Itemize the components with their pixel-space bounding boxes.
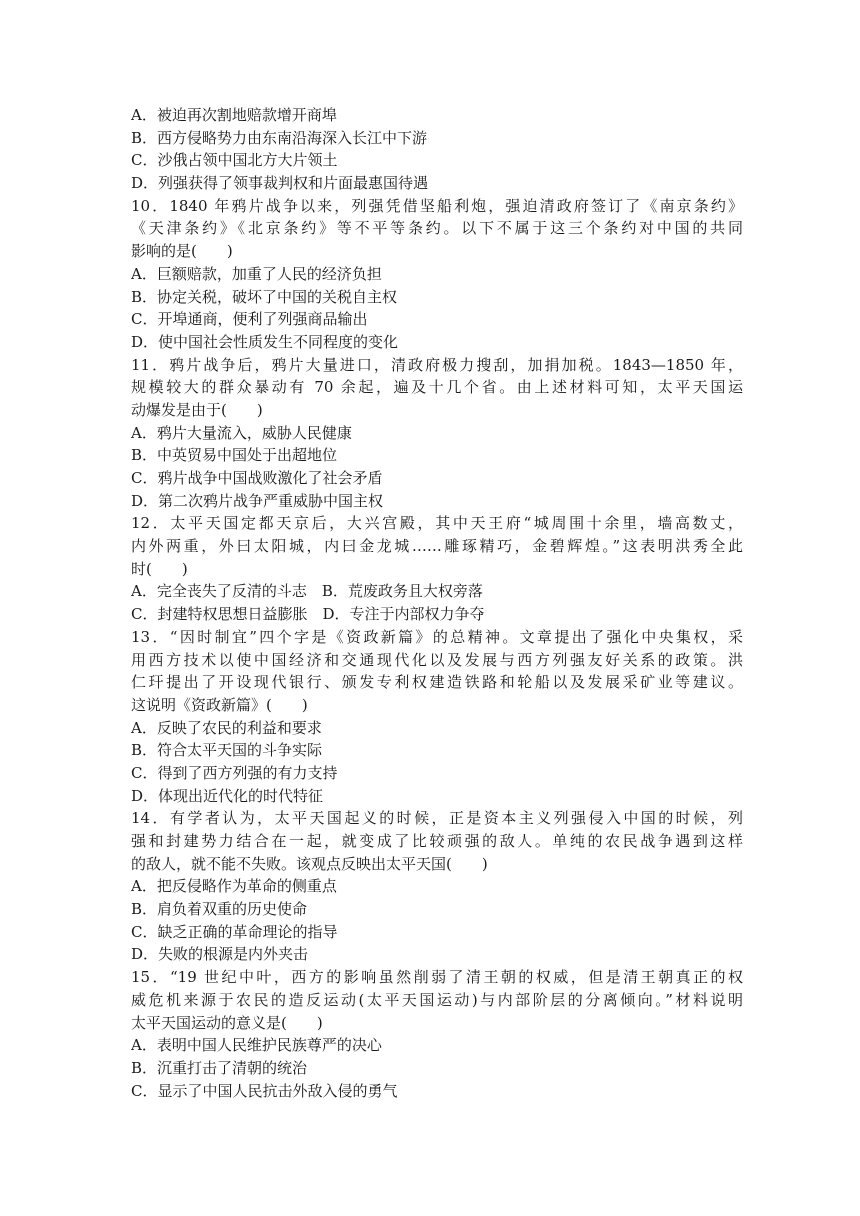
answer-option-line: A．把反侵略作为革命的侧重点: [131, 877, 337, 896]
answer-option-line: C．缺乏正确的革命理论的指导: [131, 922, 338, 941]
answer-option-line: B．符合太平天国的斗争实际: [131, 741, 323, 760]
question-text-line: 13．“因时制宜”四个字是《资政新篇》的总精神。文章提出了强化中央集权，采: [131, 627, 743, 646]
answer-option-line: B．沉重打击了清朝的统治: [131, 1058, 308, 1077]
answer-option-line: D．使中国社会性质发生不同程度的变化: [131, 332, 399, 351]
question-text-line: 15．“19 世纪中叶，西方的影响虽然削弱了清王朝的权威，但是清王朝真正的权: [131, 968, 743, 987]
answer-option-line: D．第二次鸦片战争严重威胁中国主权: [131, 491, 384, 510]
question-text-line: 动爆发是由于( ): [131, 400, 263, 419]
exam-page: [131, 104, 743, 1102]
answer-option-line: B．肩负着双重的历史使命: [131, 900, 308, 919]
question-text-line: 威危机来源于农民的造反运动(太平天国运动)与内部阶层的分离倾向。”材料说明: [131, 990, 743, 1009]
answer-option-line: A．鸦片大量流入，威胁人民健康: [131, 423, 352, 442]
answer-option-line: D．列强获得了领事裁判权和片面最惠国待遇: [131, 174, 429, 193]
answer-option-line: D．体现出近代化的时代特征: [131, 786, 324, 805]
answer-option-line: B．西方侵略势力由东南沿海深入长江中下游: [131, 128, 428, 147]
question-text-line: 的敌人，就不能不失败。该观点反映出太平天国( ): [131, 854, 488, 873]
answer-option-line: C．封建特权思想日益膨胀 D．专注于内部权力争夺: [131, 605, 485, 624]
answer-option-line: C．开埠通商，便利了列强商品输出: [131, 310, 368, 329]
question-text-line: 14．有学者认为，太平天国起义的时候，正是资本主义列强侵入中国的时候，列: [131, 809, 743, 828]
question-text-line: 影响的是( ): [131, 242, 233, 261]
answer-option-line: A．完全丧失了反清的斗志 B．荒废政务且大权旁落: [131, 582, 483, 601]
question-text-line: 时( ): [131, 559, 188, 578]
question-text-line: 11．鸦片战争后，鸦片大量进口，清政府极力搜刮，加捐加税。1843—1850 年，: [131, 355, 743, 374]
answer-option-line: B．中英贸易中国处于出超地位: [131, 446, 338, 465]
question-text-line: 《天津条约》《北京条约》等不平等条约。以下不属于这三个条约对中国的共同: [131, 219, 743, 238]
question-text-line: 12．太平天国定都天京后，大兴宫殿，其中天王府“城周围十余里，墙高数丈，: [131, 514, 743, 533]
question-text-line: 这说明《资政新篇》( ): [131, 695, 308, 714]
question-text-line: 规模较大的群众暴动有 70 余起，遍及十几个省。由上述材料可知，太平天国运: [131, 378, 743, 397]
question-text-line: 用西方技术以使中国经济和交通现代化以及发展与西方列强友好关系的政策。洪: [131, 650, 743, 669]
question-text-line: 仁玕提出了开设现代银行、颁发专利权建造铁路和轮船以及发展采矿业等建议。: [131, 673, 743, 692]
answer-option-line: C．沙俄占领中国北方大片领土: [131, 151, 338, 170]
answer-option-line: B．协定关税，破坏了中国的关税自主权: [131, 287, 398, 306]
answer-option-line: A．表明中国人民维护民族尊严的决心: [131, 1036, 382, 1055]
answer-option-line: C．鸦片战争中国战败激化了社会矛盾: [131, 469, 383, 487]
question-text-line: 强和封建势力结合在一起，就变成了比较顽强的敌人。单纯的农民战争遇到这样: [131, 832, 743, 850]
question-text-line: 内外两重，外曰太阳城，内曰金龙城……雕琢精巧，金碧辉煌。”这表明洪秀全此: [131, 537, 743, 556]
answer-option-line: C．得到了西方列强的有力支持: [131, 763, 338, 782]
answer-option-line: A．被迫再次割地赔款增开商埠: [131, 106, 337, 124]
question-text-line: 10．1840 年鸦片战争以来，列强凭借坚船利炮，强迫清政府签订了《南京条约》: [131, 196, 743, 215]
answer-option-line: C．显示了中国人民抗击外敌入侵的勇气: [131, 1081, 398, 1100]
question-text-line: 太平天国运动的意义是( ): [131, 1013, 323, 1032]
answer-option-line: D．失败的根源是内外夹击: [131, 945, 309, 964]
answer-option-line: A．反映了农民的利益和要求: [131, 718, 322, 737]
answer-option-line: A．巨额赔款，加重了人民的经济负担: [131, 264, 382, 283]
